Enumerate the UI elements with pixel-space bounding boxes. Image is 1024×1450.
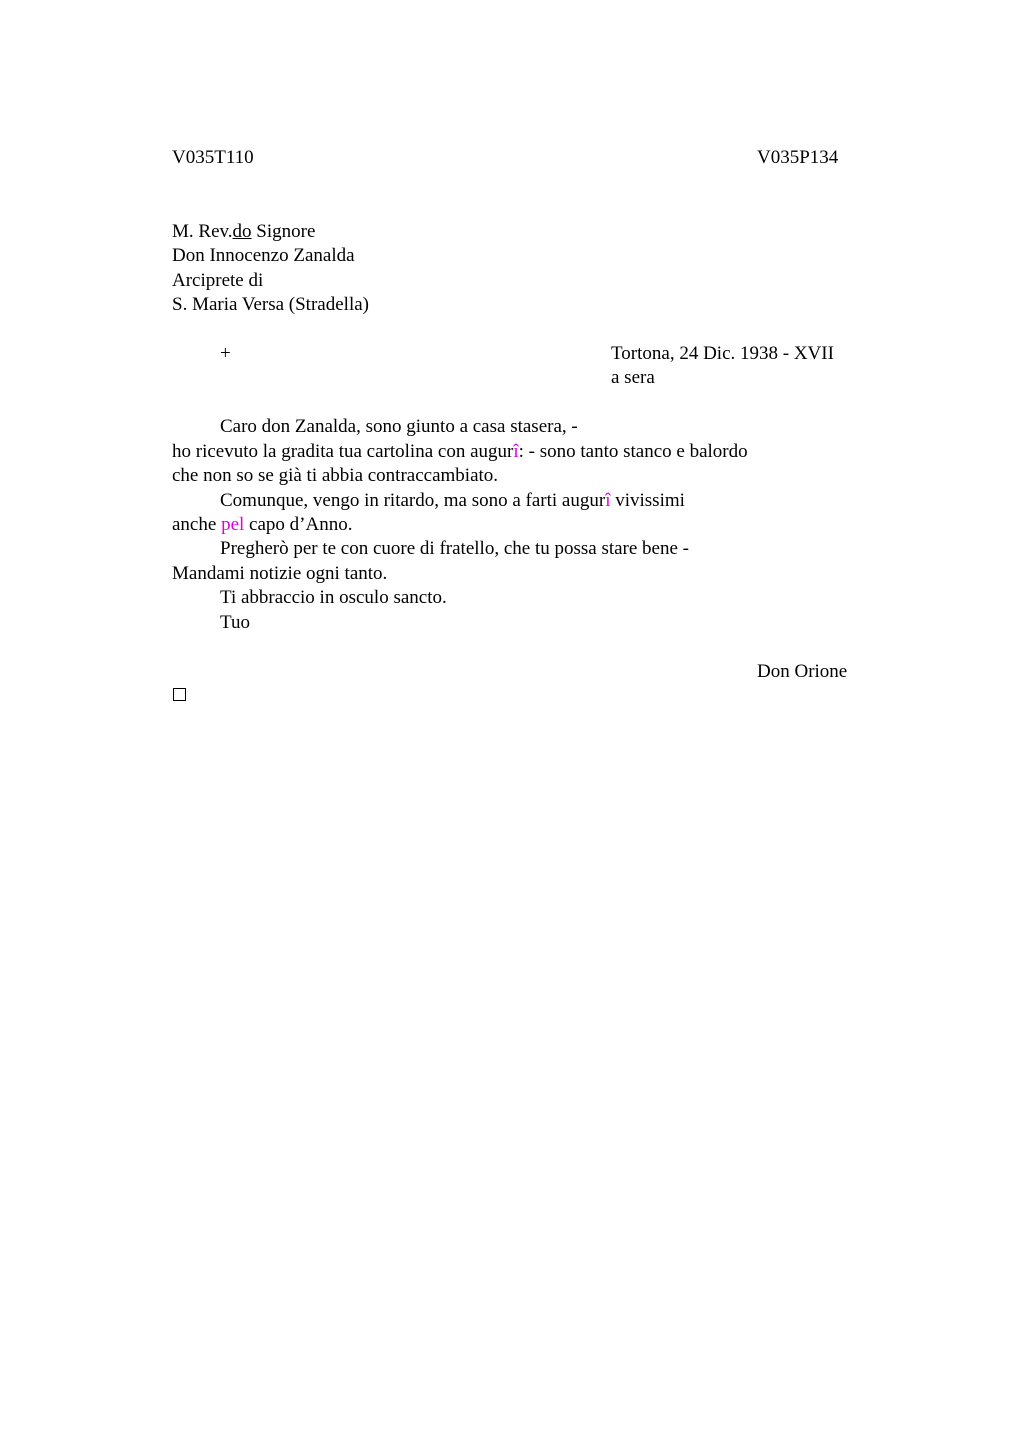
salutation-prefix: M. Rev.: [172, 221, 233, 242]
body-line-6: Pregherò per te con cuore di fratello, che tu possa stare bene -: [220, 538, 689, 559]
body-line-2-text-a: ho ricevuto la gradita tua cartolina con augur: [172, 441, 514, 462]
highlighted-character: î: [513, 441, 519, 462]
body-line-5-text-a: anche: [172, 514, 222, 535]
body-line-4: [220, 489, 685, 513]
salutation-suffix: Signore: [251, 221, 316, 242]
body-line-9: Tuo: [220, 612, 250, 633]
dateline-date: Tortona, 24 Dic. 1938 - XVII: [611, 343, 834, 364]
body-line-7: Mandami notizie ogni tanto.: [172, 563, 388, 584]
body-line-3: che non so se già ti abbia contraccambiato.: [172, 465, 499, 486]
highlighted-word: pel: [221, 514, 245, 535]
body-line-2-text-b: : - sono tanto stanco e balordo: [518, 441, 748, 462]
body-line-1: Caro don Zanalda, sono giunto a casa stasera, -: [220, 416, 578, 437]
cross-symbol: +: [220, 343, 231, 364]
address-salutation: [172, 220, 315, 244]
dateline-time: a sera: [611, 367, 655, 388]
address-name: Don Innocenzo Zanalda: [172, 245, 355, 266]
address-title: Arciprete di: [172, 270, 264, 291]
salutation-abbreviation: do: [232, 221, 252, 242]
body-line-8: Ti abbraccio in osculo sancto.: [220, 587, 447, 608]
body-line-4-text-b: vivissimi: [610, 490, 685, 511]
body-line-5: [172, 513, 352, 537]
document-code-left: V035T110: [172, 147, 254, 168]
document-code-right: V035P134: [757, 147, 839, 168]
address-place: S. Maria Versa (Stradella): [172, 294, 369, 315]
highlighted-character: î: [605, 490, 611, 511]
signature: Don Orione: [757, 661, 848, 682]
body-line-2: [172, 440, 748, 464]
body-line-5-text-b: capo d’Anno.: [244, 514, 353, 535]
body-line-4-text-a: Comunque, vengo in ritardo, ma sono a farti augur: [220, 490, 606, 511]
end-mark-square-icon: [173, 688, 186, 701]
